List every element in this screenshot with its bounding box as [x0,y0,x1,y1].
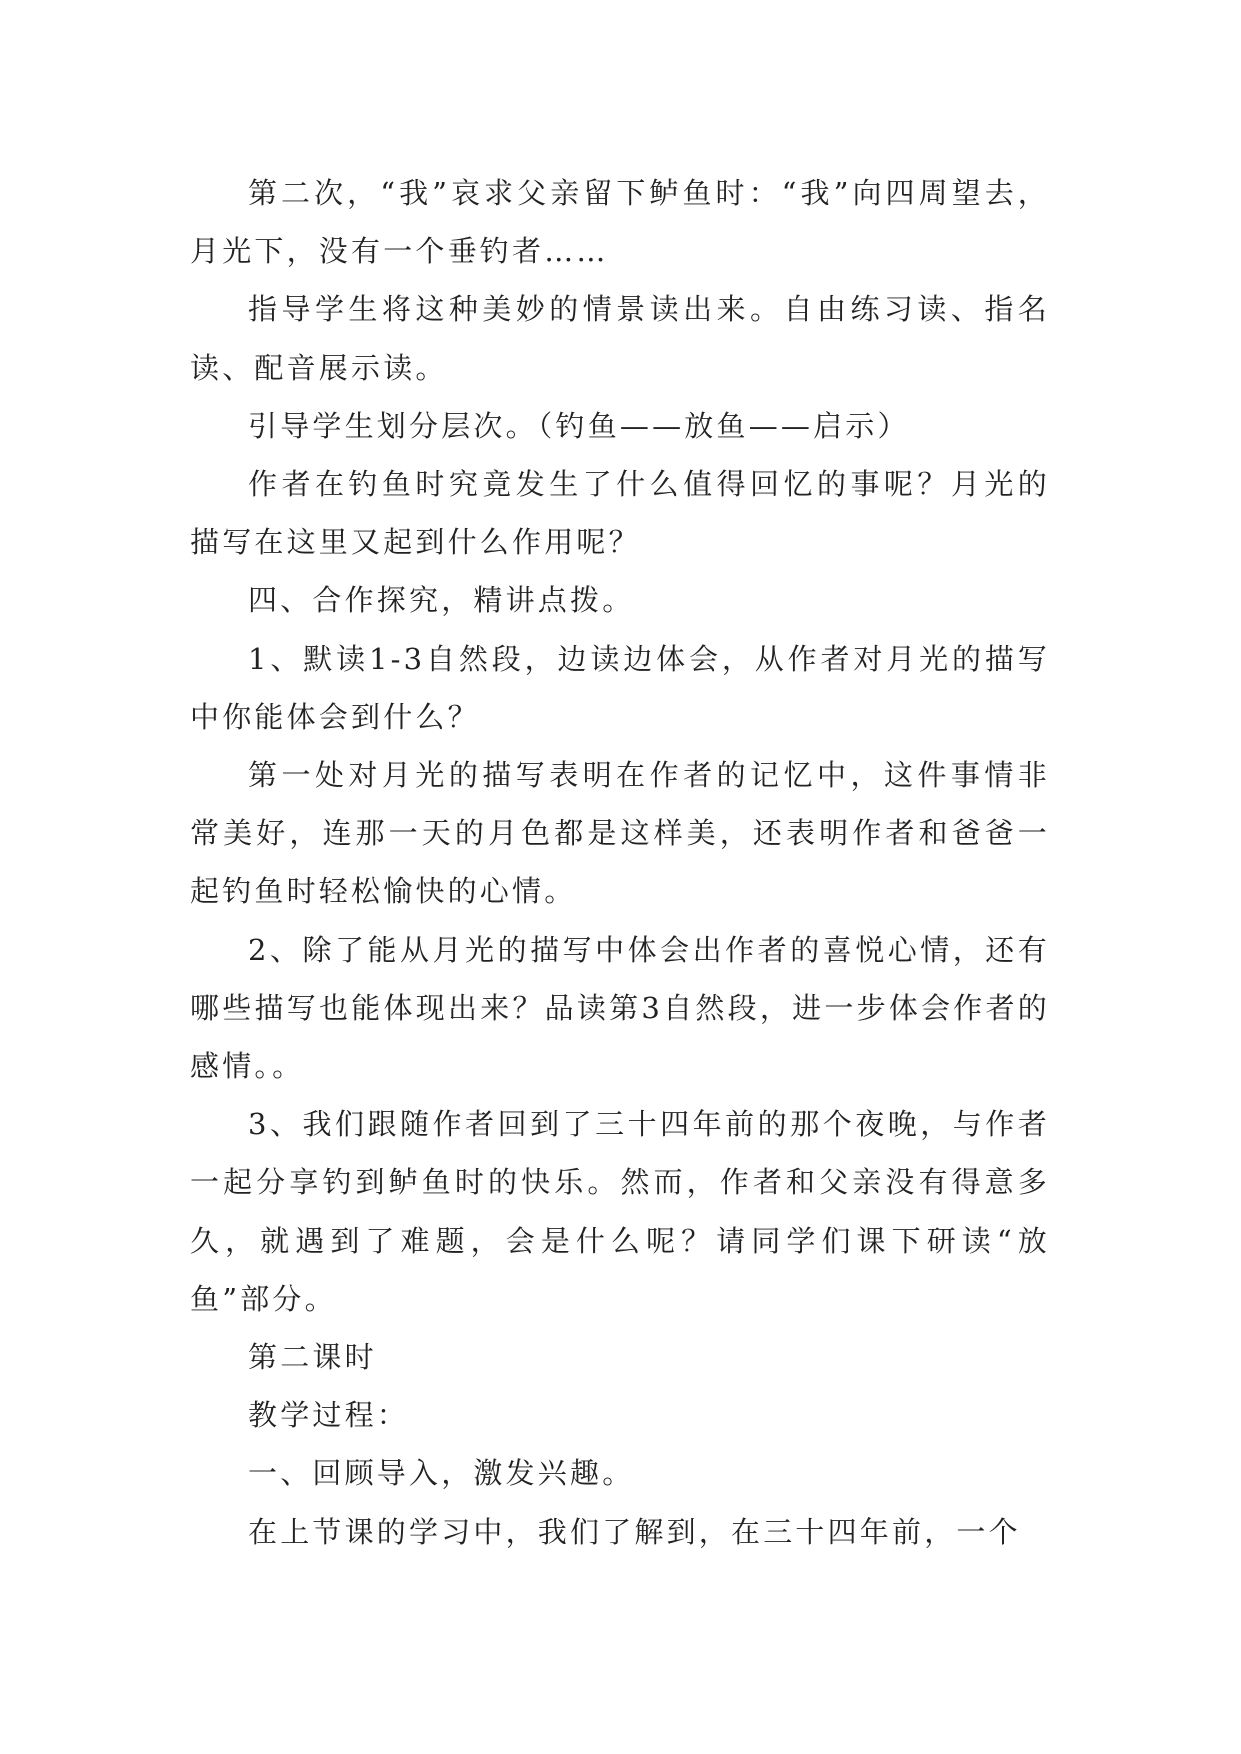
paragraph-13: 在上节课的学习中，我们了解到，在三十四年前，一个 [248,1514,1021,1549]
paragraph-8: 2、除了能从月光的描写中体会出作者的喜悦心情，还有哪些描写也能体现出来？品读第3自然段，进一步体会作者的感情。。 [190,932,1050,1084]
paragraph-9: 3、我们跟随作者回到了三十四年前的那个夜晚，与作者一起分享钓到鲈鱼时的快乐。然而，作者和父亲没有得意多久，就遇到了难题，会是什么呢？请同学们课下研读“放鱼”部分。 [190,1107,1050,1316]
process-heading: 教学过程： [248,1398,410,1433]
paragraph-1: 第二次，“我”哀求父亲留下鲈鱼时：“我”向四周望去，月光下，没有一个垂钓者…… [190,176,1050,269]
paragraph-4: 作者在钓鱼时究竟发生了什么值得回忆的事呢？月光的描写在这里又起到什么作用呢？ [190,467,1050,560]
section-heading-review: 一、回顾导入，激发兴趣。 [248,1456,635,1491]
paragraph-3: 引导学生划分层次。（钓鱼——放鱼——启示） [248,408,910,443]
paragraph-7: 第一处对月光的描写表明在作者的记忆中，这件事情非常美好，连那一天的月色都是这样美，还表明作者和爸爸一起钓鱼时轻松愉快的心情。 [190,758,1050,909]
lesson-heading: 第二课时 [248,1340,377,1375]
section-heading-cooperate: 四、合作探究，精讲点拨。 [248,583,635,618]
paragraph-6: 1、默读1-3自然段，边读边体会，从作者对月光的描写中你能体会到什么？ [190,641,1050,734]
body-text [190,164,1050,1561]
paragraph-2: 指导学生将这种美妙的情景读出来。自由练习读、指名读、配音展示读。 [190,292,1050,385]
